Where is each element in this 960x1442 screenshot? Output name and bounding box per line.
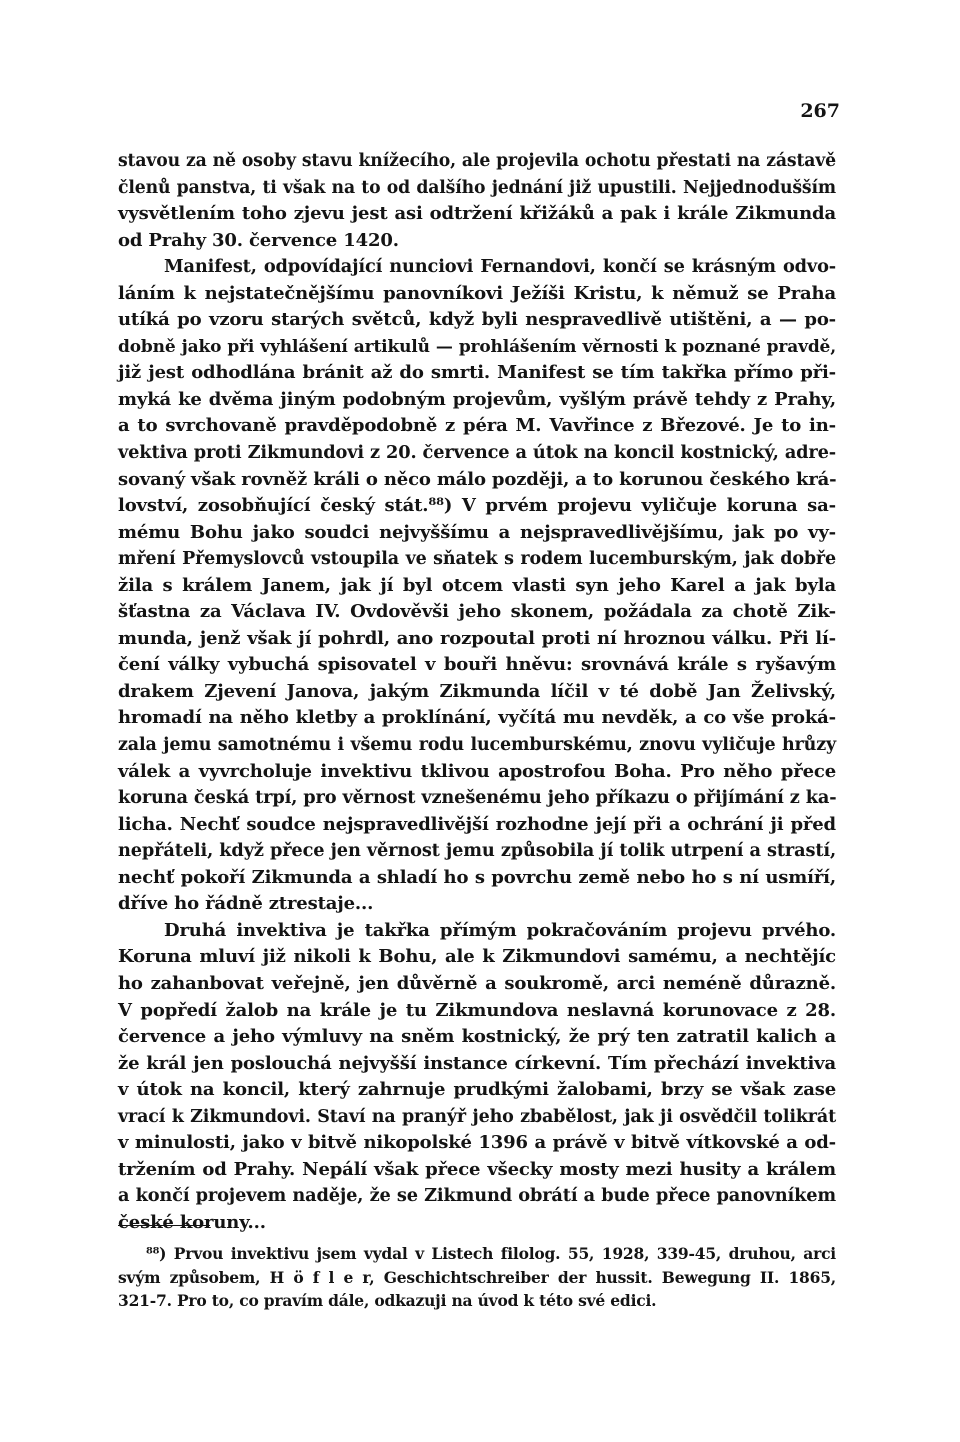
text-line: hromadí na něho kletby a proklínání, vyčítá mu nevděk, a co vše proká- <box>118 707 836 729</box>
footnote-line: 321-7. Pro to, co pravím dále, odkazuji na úvod k této své edici. <box>118 1291 657 1310</box>
footnote-line: ⁸⁸) Prvou invektivu jsem vydal v Listech filolog. 55, 1928, 339-45, druhou, arci <box>146 1244 836 1263</box>
text-line: žila s králem Janem, jak jí byl otcem vlasti syn jeho Karel a jak byla <box>118 574 836 596</box>
text-line: koruna česká trpí, pro věrnost vznešenému jeho příkazu o přijímání z ka- <box>118 787 837 809</box>
footnotes <box>118 1242 836 1313</box>
text-line: dříve ho řádně ztrestaje... <box>118 893 374 915</box>
text-line: nechť pokoří Zikmunda a shladí ho s povrchu země nebo ho s ní usmíří, <box>118 866 836 888</box>
text-line: mému Bohu jako soudci nejvyššímu a nejspravedlivějšímu, jak po vy- <box>118 521 836 543</box>
text-line: tržením od Prahy. Nepálí však přece všecky mosty mezi husity a králem <box>118 1158 836 1180</box>
text-line: licha. Nechť soudce nejspravedlivější rozhodne její při a ochrání ji před <box>118 813 836 835</box>
text-line: členů panstva, ti však na to od dalšího jednání již upustili. Nejjednodušším <box>118 177 836 198</box>
text-line: čení války vybuchá spisovatel v bouři hněvu: srovnává krále s ryšavým <box>118 654 836 676</box>
text-line: nepřáteli, když přece jen věrnost jemu způsobila jí tolik utrpení a strastí, <box>118 840 836 862</box>
text-line: V popředí žalob na krále je tu Zikmundova neslavná korunovace z 28. <box>118 999 836 1021</box>
text-line: zala jemu samotnému i všemu rodu lucemburskému, znovu vyličuje hrůzy <box>118 735 836 756</box>
page-number: 267 <box>800 100 840 122</box>
paragraph-start-line: Manifest, odpovídající nunciovi Fernandovi, končí se krásným odvo- <box>164 256 836 278</box>
text-line: dobně jako při vyhlášení artikulů — prohlášením věrnosti k poznané pravdě, <box>118 336 836 357</box>
text-line: láním k nejstatečnějšímu panovníkovi Ježíši Kristu, k němuž se Praha <box>118 282 836 304</box>
text-line: a to svrchovaně pravděpodobně z péra M. Vavřince z Březové. Je to in- <box>118 415 836 437</box>
text-line: myká ke dvěma jiným podobným projevům, vyšlým právě tehdy z Prahy, <box>118 388 836 410</box>
text-line: v útok na koncil, který zahrnuje prudkými žalobami, brzy se však zase <box>118 1079 836 1101</box>
text-line: Koruna mluví již nikoli k Bohu, ale k Zikmundovi samému, a nechtějíc <box>118 946 836 968</box>
footnote-line: svým způsobem, H ö f l e r, Geschichtschreiber der hussit. Bewegung II. 1865, <box>118 1267 836 1287</box>
text-line: již jest odhodlána bránit až do smrti. Manifest se tím takřka přímo při- <box>118 362 836 384</box>
text-line: od Prahy 30. července 1420. <box>118 229 399 251</box>
text-line: vrací k Zikmundovi. Staví na pranýř jeho zbabělost, jak ji osvědčil tolikrát <box>118 1106 836 1127</box>
text-line: že král jen poslouchá nejvyšší instance církevní. Tím přechází invektiva <box>118 1052 836 1074</box>
text-line: šťastna za Václava IV. Ovdověvši jeho skonem, požádala za chotě Zik- <box>118 601 836 623</box>
text-line: lovství, zosobňující český stát.⁸⁸) V prvém projevu vyličuje koruna sa- <box>118 495 836 517</box>
text-line: české koruny... <box>118 1211 266 1233</box>
text-line: sovaný však rovněž králi o něco málo později, a to korunou českého krá- <box>118 468 837 490</box>
text-line: července a jeho výmluvy na sněm kostnický, že prý ten zatratil kalich a <box>118 1026 836 1048</box>
text-line: utíká po vzoru starých světců, když byli nespravedlivě utištěni, a — po- <box>118 309 836 331</box>
text-line: válek a vyvrcholuje invektivu tklivou apostrofou Boha. Pro něho přece <box>118 760 836 782</box>
text-line: munda, jenž však jí pohrdl, ano rozpoutal proti ní hroznou válku. Při lí- <box>118 627 836 649</box>
text-line: v minulosti, jako v bitvě nikopolské 1396 a právě v bitvě vítkovské a od- <box>118 1132 836 1154</box>
text-line: mření Přemyslovců vstoupila ve sňatek s rodem lucemburským, jak dobře <box>118 549 836 570</box>
paragraph-start-line: Druhá invektiva je takřka přímým pokračováním projevu prvého. <box>164 919 836 941</box>
text-line: a končí projevem naděje, že se Zikmund obrátí a bude přece panovníkem <box>118 1185 836 1207</box>
footnote-divider <box>118 1225 210 1226</box>
text-line: drakem Zjevení Janova, jakým Zikmunda líčil v té době Jan Želivský, <box>118 680 836 702</box>
text-line: vektiva proti Zikmundovi z 20. července a útok na koncil kostnický, adre- <box>118 442 836 464</box>
text-line: stavou za ně osoby stavu knížecího, ale projevila ochotu přestati na zástavě <box>118 151 836 171</box>
text-line: ho zahanbovat veřejně, jen důvěrně a soukromě, arci neméně důrazně. <box>118 972 836 994</box>
text-line: vysvětlením toho zjevu jest asi odtržení křižáků a pak i krále Zikmunda <box>118 203 836 225</box>
body-text <box>118 148 836 1236</box>
